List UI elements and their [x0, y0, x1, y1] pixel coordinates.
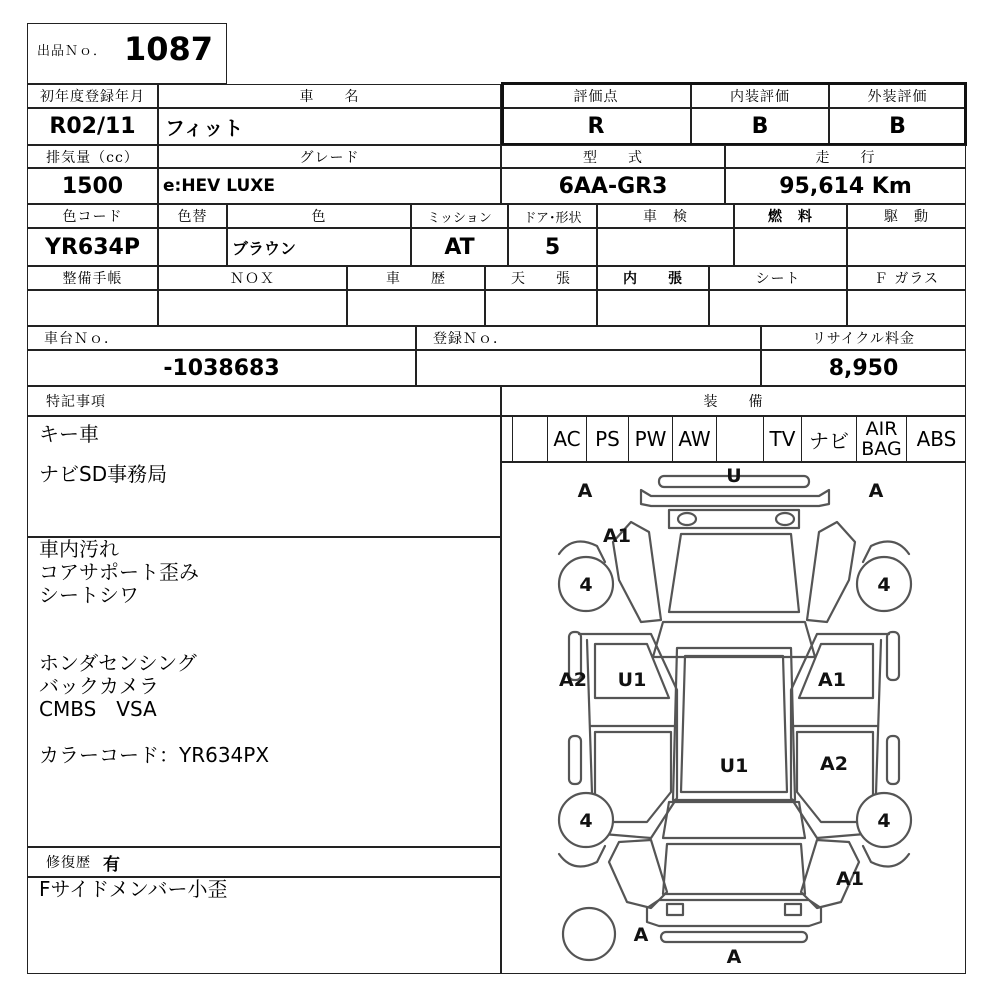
equip-item-pw: PW: [629, 416, 673, 462]
grade-label: グレード: [158, 145, 501, 168]
ceiling-label: 天 張: [485, 266, 597, 290]
remarks-block-1: [27, 416, 501, 537]
chassis-value: -1038683: [27, 350, 416, 386]
tire-label-rear-left: 4: [579, 810, 593, 832]
rear-window: [663, 802, 805, 838]
fglass-value: [847, 290, 966, 326]
left-rear-quarter: [609, 840, 667, 908]
repair-detail: Fサイドメンバー小歪: [39, 877, 228, 901]
mark-roof: U1: [719, 755, 749, 777]
remark-line: シートシワ: [39, 583, 139, 607]
history-label: 車 歴: [347, 266, 485, 290]
mark-rear-left: A: [633, 924, 649, 946]
repair-label: 修復歴: [46, 855, 91, 871]
remark-line: ホンダセンシング: [39, 651, 197, 675]
mileage-label: 走 行: [725, 145, 966, 168]
mark-right-front-door: A1: [818, 669, 846, 691]
emblem-right: [776, 513, 794, 525]
exterior-value: B: [829, 108, 966, 145]
equip-item-0: [512, 416, 548, 462]
fuel-value: [734, 228, 847, 266]
equip-item-ac: AC: [548, 416, 587, 462]
color-code-label: 色コード: [27, 204, 158, 228]
seat-label: シート: [709, 266, 847, 290]
tire-label-rear-right: 4: [877, 810, 891, 832]
reg-label: 登録Ｎｏ．: [416, 326, 761, 350]
displacement-value: 1500: [27, 168, 158, 204]
maintenance-value: [27, 290, 158, 326]
lot-number: 1087: [124, 30, 214, 68]
car-diagram: [501, 462, 966, 974]
car-name-value: フィット: [158, 108, 501, 145]
recycle-value: 8,950: [761, 350, 966, 386]
remarks-block-2: [27, 537, 501, 847]
lot-number-box: [27, 23, 227, 84]
right-rear-flare: [863, 846, 909, 867]
equip-item-tv: TV: [764, 416, 802, 462]
tire-label-front-right: 4: [877, 574, 891, 596]
model-value: 6AA-GR3: [501, 168, 725, 204]
remark-line: コアサポート歪み: [39, 560, 199, 584]
rear-lamp-right: [785, 904, 801, 915]
equip-item-aw: AW: [673, 416, 717, 462]
chassis-label: 車台Ｎｏ．: [27, 326, 416, 350]
remark-line: 車内汚れ: [39, 537, 119, 561]
equip-item-airbag: AIR BAG: [857, 416, 907, 462]
history-value: [347, 290, 485, 326]
mark-rear-bumper: A: [726, 946, 742, 968]
mark-hood: A1: [603, 525, 631, 547]
emblem: [678, 513, 696, 525]
tailgate: [663, 844, 805, 894]
repaint-value: [158, 228, 227, 266]
front-bumper-body: [641, 490, 829, 506]
nox-label: ＮＯＸ: [158, 266, 347, 290]
roof: [673, 648, 795, 800]
recycle-label: リサイクル料金: [761, 326, 966, 350]
left-rear-handle: [569, 736, 581, 784]
remark-line: カラーコード：YR634PX: [39, 743, 270, 767]
mark-left-front-fender: A2: [559, 669, 587, 691]
rear-bumper-lower: [661, 932, 807, 942]
drive-label: 駆 動: [847, 204, 966, 228]
mark-right-rear-quarter: A1: [836, 868, 864, 890]
hood: [669, 534, 799, 612]
mark-right-rear-door: A2: [820, 753, 848, 775]
equip-item-5: [717, 416, 764, 462]
color-code-value: YR634P: [27, 228, 158, 266]
mileage-value: 95,614 Km: [725, 168, 966, 204]
interior-label: 内装評価: [691, 84, 829, 108]
car-name-label: 車 名: [158, 84, 501, 108]
spare-tire: [563, 908, 615, 960]
reg-value: [416, 350, 761, 386]
seat-value: [709, 290, 847, 326]
remark-line: バックカメラ: [39, 674, 159, 698]
fglass-label: Ｆ ガラス: [847, 266, 966, 290]
tire-label-front-left: 4: [579, 574, 593, 596]
door-label: ドア･形状: [508, 204, 597, 228]
interior-trim-value: [597, 290, 709, 326]
mark-front-bumper: U: [726, 465, 742, 487]
right-mirror: [887, 632, 899, 680]
score-value: R: [501, 108, 691, 145]
first-reg-value: R02/11: [27, 108, 158, 145]
left-rear-flare: [559, 846, 605, 867]
equip-item-ps: PS: [587, 416, 629, 462]
color-value: ブラウン: [227, 228, 411, 266]
equip-item-navi: ナビ: [802, 416, 857, 462]
right-front-fender: [807, 522, 855, 622]
repaint-label: 色替: [158, 204, 227, 228]
drive-value: [847, 228, 966, 266]
fuel-label: 燃 料: [734, 204, 847, 228]
lot-label: 出品Ｎｏ．: [37, 44, 108, 59]
inspection-value: [597, 228, 734, 266]
rear-lamp-left: [667, 904, 683, 915]
mark-left-front-door: U1: [617, 669, 647, 691]
door-value: 5: [508, 228, 597, 266]
exterior-label: 外装評価: [829, 84, 966, 108]
repair-detail-box: [27, 877, 501, 974]
score-frame: [501, 82, 967, 146]
right-rear-handle: [887, 736, 899, 784]
remark-line: ナビSD事務局: [39, 462, 168, 486]
remark-line: CMBS VSA: [39, 697, 157, 721]
grade-value: e:HEV LUXE: [158, 168, 501, 204]
remark-line: キー車: [39, 422, 99, 446]
mark-front-right-corner: A: [868, 480, 884, 502]
repair-value: 有: [103, 854, 120, 875]
mark-front-left-corner: A: [577, 480, 593, 502]
equipment-label: 装 備: [501, 386, 966, 416]
model-label: 型 式: [501, 145, 725, 168]
color-label: 色: [227, 204, 411, 228]
inspection-label: 車 検: [597, 204, 734, 228]
nox-value: [158, 290, 347, 326]
remarks-label: 特記事項: [27, 386, 501, 416]
score-label: 評価点: [501, 84, 691, 108]
displacement-label: 排気量（cc）: [27, 145, 158, 168]
first-reg-label: 初年度登録年月: [27, 84, 158, 108]
repair-row: [27, 847, 501, 877]
interior-trim-label: 内 張: [597, 266, 709, 290]
maintenance-label: 整備手帳: [27, 266, 158, 290]
ceiling-value: [485, 290, 597, 326]
mission-label: ミッション: [411, 204, 508, 228]
interior-value: B: [691, 108, 829, 145]
equip-item-abs: ABS: [916, 427, 957, 451]
mission-value: AT: [411, 228, 508, 266]
